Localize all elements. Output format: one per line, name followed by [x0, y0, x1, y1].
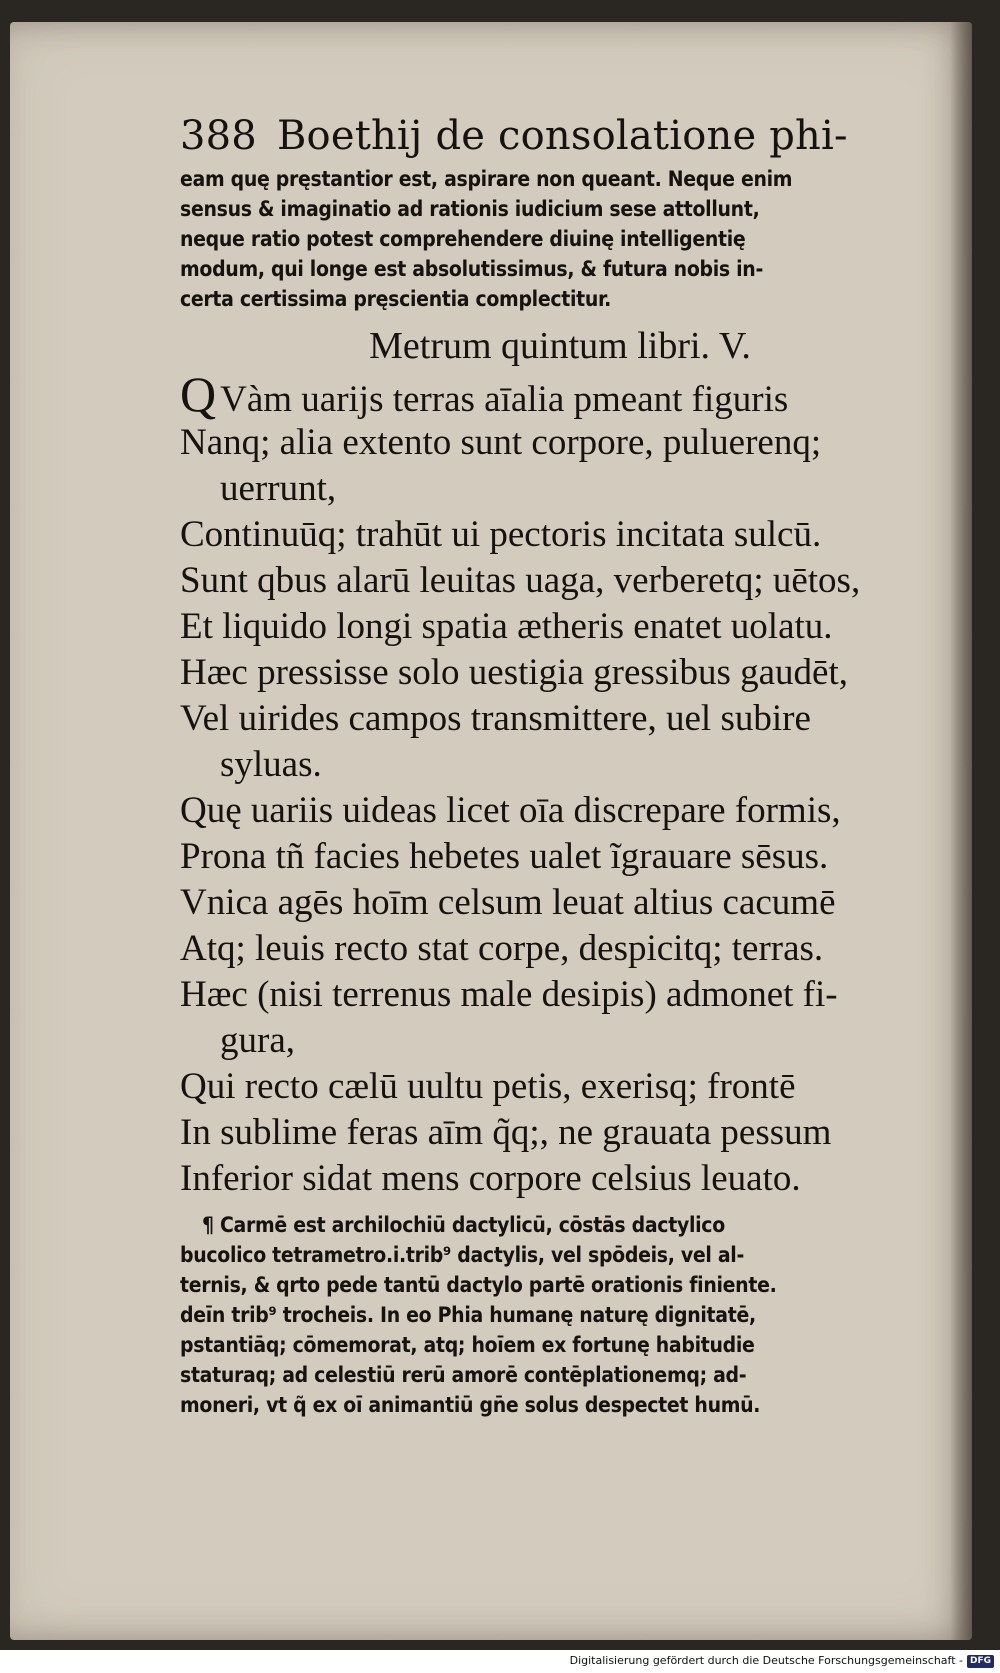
- poem-line: Hæc pressisse solo uestigia gressibus gaudēt,: [180, 652, 848, 693]
- page-number: 388: [180, 113, 257, 159]
- running-title: Boethij de consolatione phi-: [276, 113, 848, 159]
- running-head: [180, 112, 900, 160]
- poem-line: Sunt qbus alarū leuitas uaga, verberetq; uētos,: [180, 560, 861, 601]
- poem-line: Vel uirides campos transmittere, uel subire: [180, 698, 811, 739]
- commentary-paragraph: [180, 1210, 900, 1420]
- poem-line: Prona tñ facies hebetes ualet ĩgrauare sēsus.: [180, 836, 829, 877]
- poem-line: Qui recto cælū uultu petis, exerisq; frontē: [180, 1066, 796, 1107]
- page-content: [180, 112, 900, 1420]
- page-edge-shadow: [950, 22, 972, 1640]
- digitization-footer: [570, 1652, 994, 1670]
- drop-cap: Q: [180, 366, 217, 422]
- poem-line: Atq; leuis recto stat corpe, despicitq; terras.: [180, 928, 824, 969]
- dfg-logo: DFG: [967, 1655, 994, 1668]
- prose-paragraph: [180, 164, 900, 314]
- commentary-line: bucolico tetrametro.i.trib⁹ dactylis, vel spōdeis, vel al-: [180, 1243, 744, 1267]
- prose-line: sensus & imaginatio ad rationis iudicium sese attollunt,: [180, 197, 760, 221]
- commentary-line: deīn trib⁹ trocheis. In eo Phia humanę naturę dignitatē,: [180, 1303, 756, 1327]
- prose-line: modum, qui longe est absolutissimus, & futura nobis in-: [180, 257, 763, 281]
- poem-line: Hæc (nisi terrenus male desipis) admonet fi-: [180, 974, 838, 1015]
- poem-line: Nanq; alia extento sunt corpore, puluerenq;: [180, 422, 822, 463]
- commentary-line: staturaq; ad celestiū rerū amorē contēplationemq; ad-: [180, 1363, 747, 1387]
- commentary-line: ternis, & qrto pede tantū dactylo partē orationis finiente.: [180, 1273, 777, 1297]
- meter-heading: Metrum quintum libri. V.: [369, 325, 751, 367]
- commentary-line: pstantiāq; cōmemorat, atq; hoīem ex fortunę habitudie: [180, 1333, 755, 1357]
- footer-credit: Digitalisierung gefördert durch die Deutsche Forschungsgemeinschaft -: [569, 1654, 963, 1667]
- poem-line: Et liquido longi spatia ætheris enatet uolatu.: [180, 606, 833, 647]
- commentary-line: ¶ Carmē est archilochiū dactylicū, cōstās dactylico: [202, 1213, 725, 1237]
- poem: [180, 366, 900, 1202]
- prose-line: eam quę pręstantior est, aspirare non queant. Neque enim: [180, 167, 793, 191]
- poem-line-text: Vàm uarijs terras aīalia pmeant figuris: [220, 379, 789, 420]
- poem-line-continuation: uerrunt,: [220, 468, 337, 509]
- prose-line: neque ratio potest comprehendere diuinę intelligentię: [180, 227, 746, 251]
- poem-line-continuation: syluas.: [220, 744, 322, 785]
- poem-line: [180, 366, 900, 422]
- poem-line-continuation: gura,: [220, 1020, 295, 1061]
- poem-line: Quę uariis uideas licet oīa discrepare formis,: [180, 790, 841, 831]
- poem-line: Continuūq; trahūt ui pectoris incitata sulcū.: [180, 514, 822, 555]
- prose-line: certa certissima pręscientia complectitur.: [180, 287, 611, 311]
- poem-line: Inferior sidat mens corpore celsius leuato.: [180, 1158, 801, 1199]
- poem-line: Vnica agēs hoīm celsum leuat altius cacumē: [180, 882, 836, 923]
- commentary-line: moneri, vt q̃ ex oī animantiū gn̄e solus despectet humū.: [180, 1393, 761, 1417]
- poem-line: In sublime feras aīm q̃q;, ne grauata pessum: [180, 1112, 832, 1153]
